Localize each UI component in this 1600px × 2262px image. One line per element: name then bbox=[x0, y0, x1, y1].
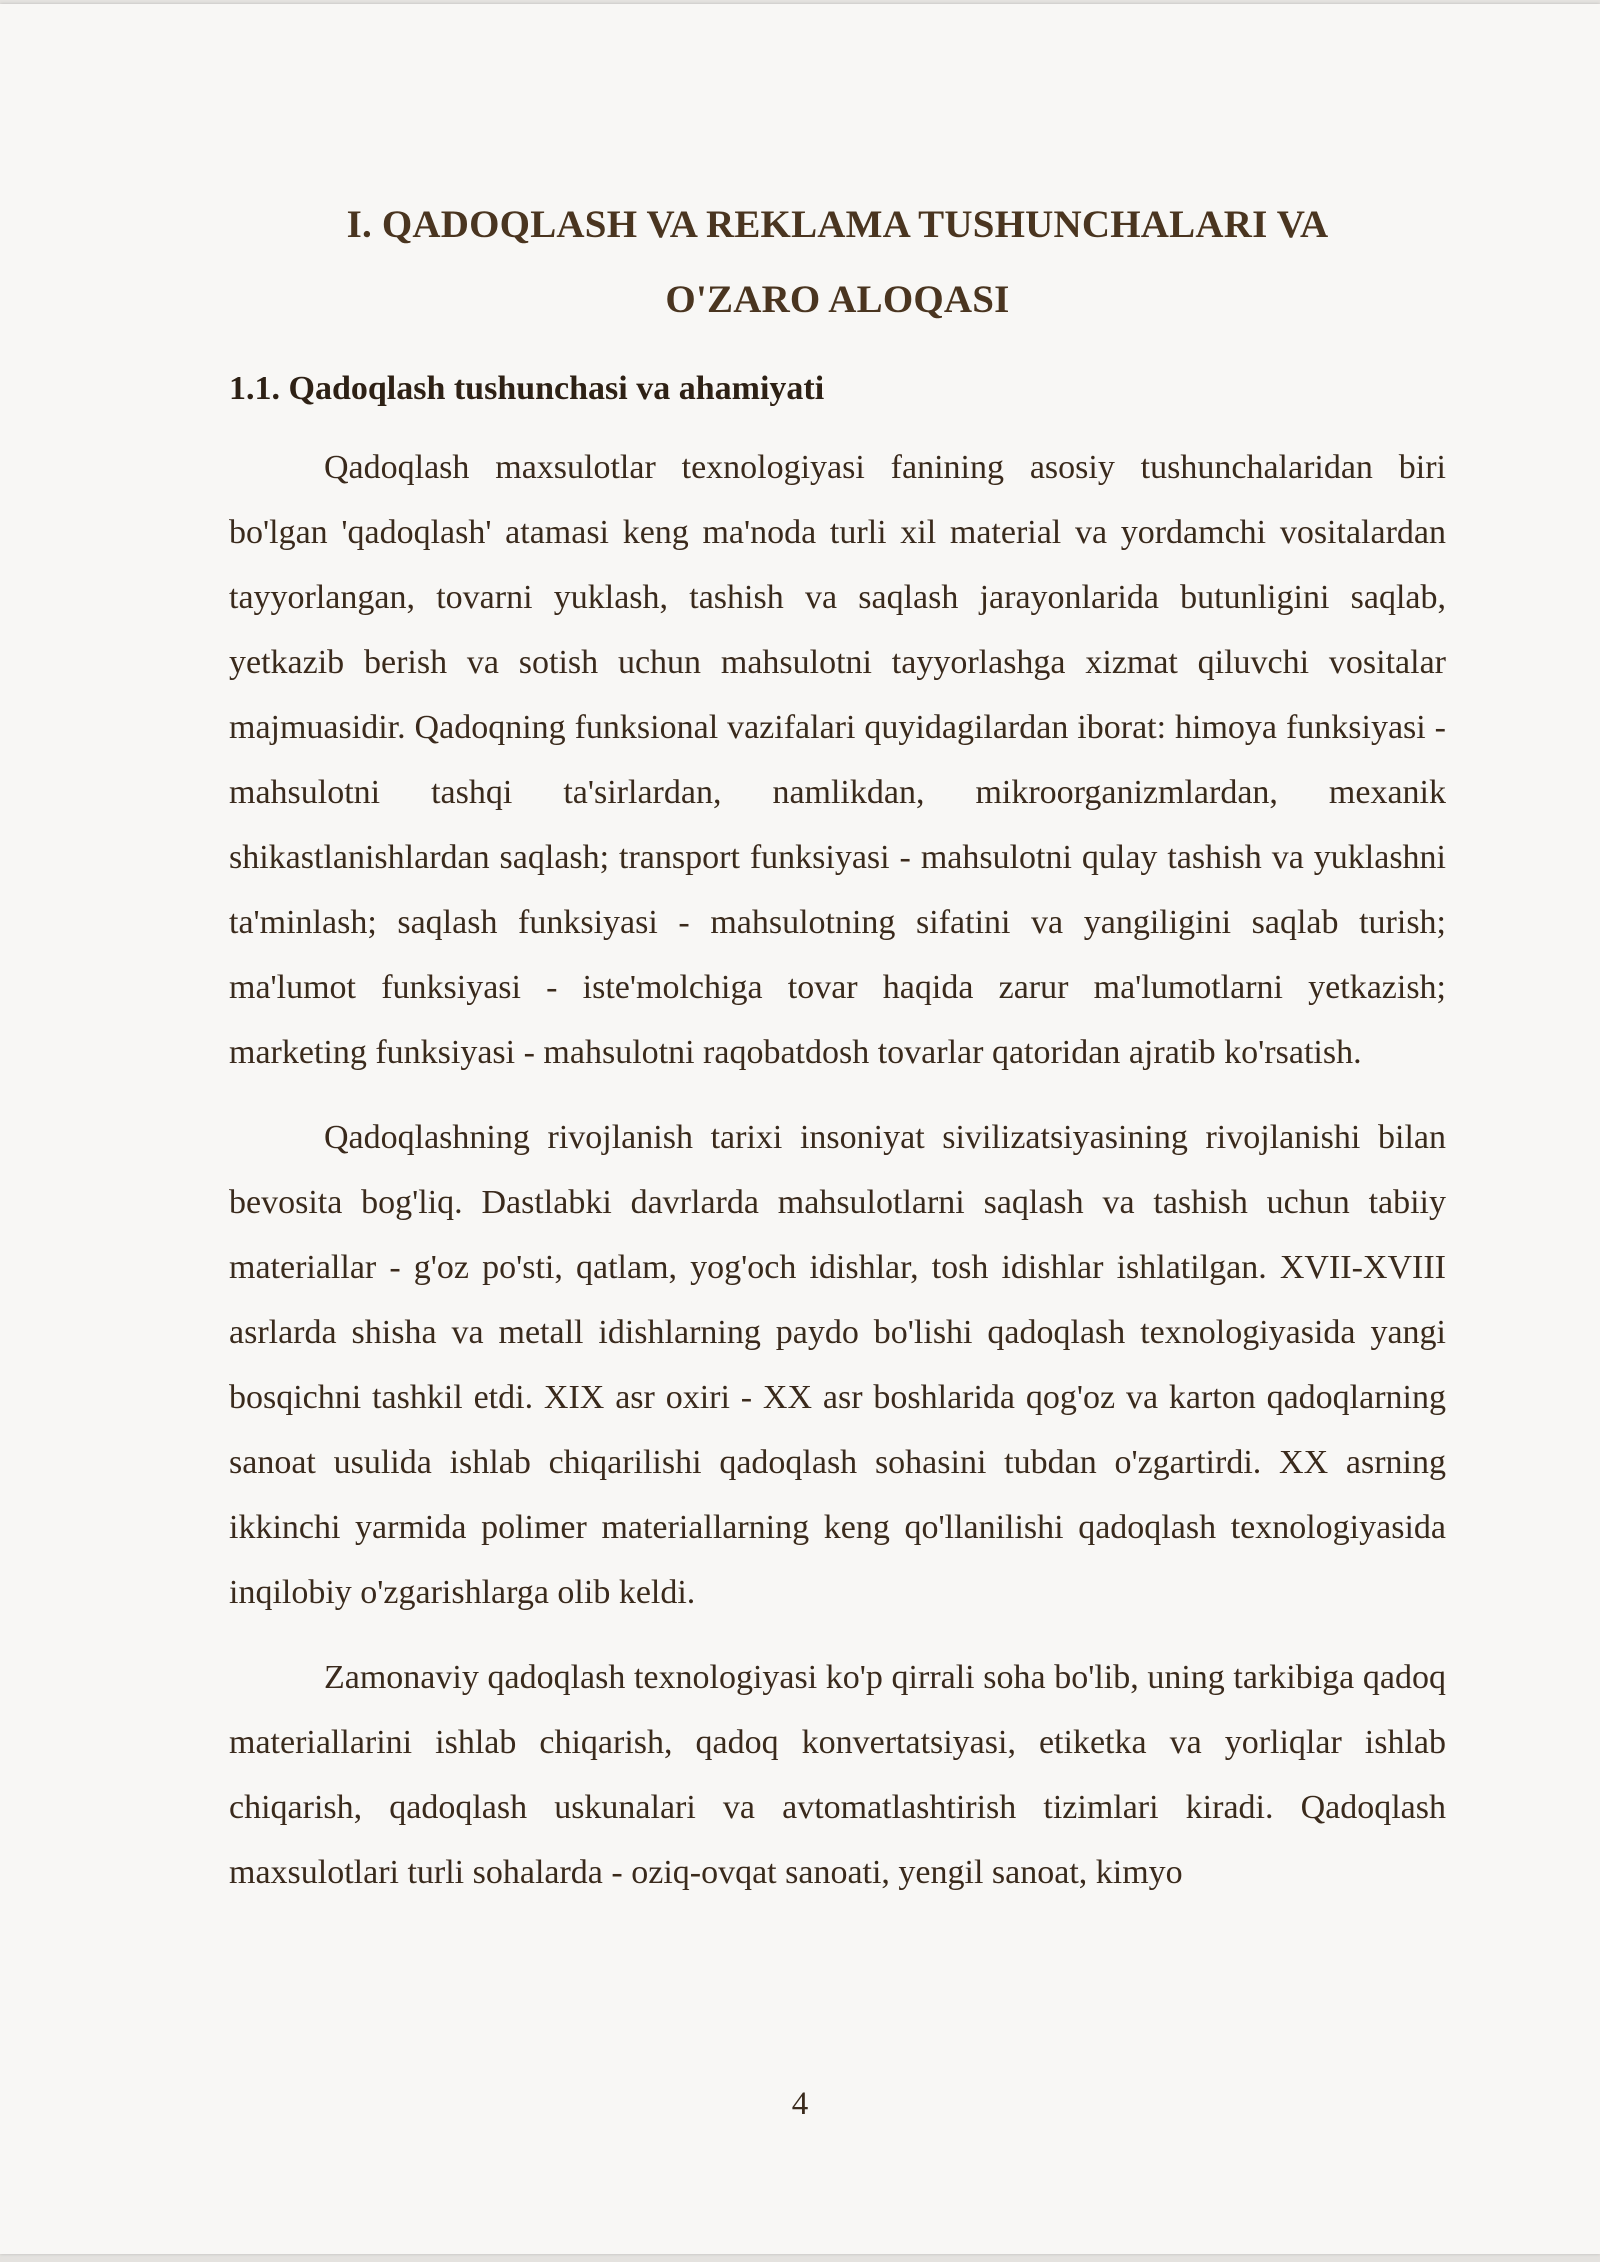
chapter-title-line-2: O'ZARO ALOQASI bbox=[665, 278, 1010, 321]
section-heading: 1.1. Qadoqlash tushunchasi va ahamiyati bbox=[229, 370, 825, 407]
body-paragraph-1: Qadoqlash maxsulotlar texnologiyasi fanining asosiy tushunchalaridan biri bo'lgan 'qadoqlash' atamasi keng ma'noda turli xil material va yordamchi vositalardan tayyorlangan, tovarni yuklash, tashish va saqlash jarayonlarida butunligini saqlab, yetkazib berish va sotish uchun mahsulotni tayyorlashga xizmat qiluvchi vositalar majmuasidir. Qadoqning funksional vazifalari quyidagilardan iborat: himoya funksiyasi - mahsulotni tashqi ta'sirlardan, namlikdan, mikroorganizmlardan, mexanik shikastlanishlardan saqlash; transport funksiyasi - mahsulotni qulay tashish va yuklashni ta'minlash; saqlash funksiyasi - mahsulotning sifatini va yangiligini saqlab turish; ma'lumot funksiyasi - iste'molchiga tovar haqida zarur ma'lumotlarni yetkazish; marketing funksiyasi - mahsulotni raqobatdosh tovarlar qatoridan ajratib ko'rsatish. bbox=[229, 449, 1446, 1071]
chapter-title bbox=[229, 187, 1446, 337]
chapter-title-line-1: I. QADOQLASH VA REKLAMA TUSHUNCHALARI VA bbox=[346, 203, 1329, 246]
page-content bbox=[229, 187, 1446, 1905]
body-paragraph-3: Zamonaviy qadoqlash texnologiyasi ko'p qirrali soha bo'lib, uning tarkibiga qadoq materiallarini ishlab chiqarish, qadoq konvertatsiyasi, etiketka va yorliqlar ishlab chiqarish, qadoqlash uskunalari va avtomatlashtirish tizimlari kiradi. Qadoqlash maxsulotlari turli sohalarda - oziq-ovqat sanoati, yengil sanoat, kimyo bbox=[229, 1659, 1446, 1891]
page-number: 4 bbox=[791, 2086, 809, 2122]
document-page bbox=[0, 4, 1600, 2254]
body-paragraph-2: Qadoqlashning rivojlanish tarixi insoniyat sivilizatsiyasining rivojlanishi bilan bevosita bog'liq. Dastlabki davrlarda mahsulotlarni saqlash va tashish uchun tabiiy materiallar - g'oz po'sti, qatlam, yog'och idishlar, tosh idishlar ishlatilgan. XVII-XVIII asrlarda shisha va metall idishlarning paydo bo'lishi qadoqlash texnologiyasida yangi bosqichni tashkil etdi. XIX asr oxiri - XX asr boshlarida qog'oz va karton qadoqlarning sanoat usulida ishlab chiqarilishi qadoqlash sohasini tubdan o'zgartirdi. XX asrning ikkinchi yarmida polimer materiallarning keng qo'llanilishi qadoqlash texnologiyasida inqilobiy o'zgarishlarga olib keldi. bbox=[229, 1119, 1446, 1611]
